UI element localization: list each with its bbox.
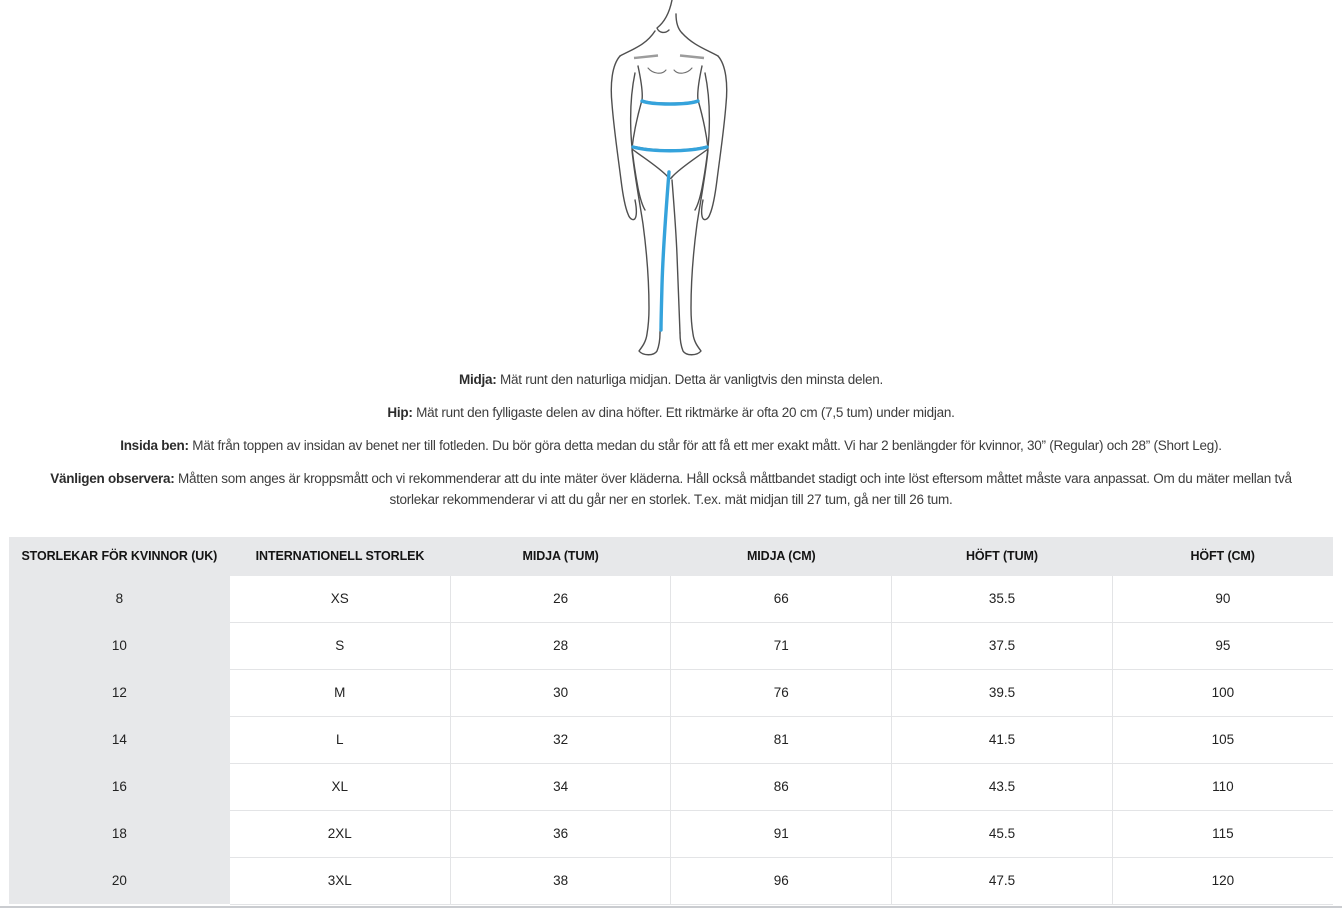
- size-value-cell: 86: [671, 763, 892, 810]
- measurement-instructions: [0, 370, 1342, 511]
- inside-leg-measure-line: [661, 172, 669, 330]
- instruction-vanligen-observera: [28, 469, 1314, 511]
- uk-size-cell: 20: [9, 857, 230, 904]
- size-table-header: [9, 537, 1333, 576]
- instruction-label: Midja:: [459, 372, 497, 387]
- size-value-cell: 41.5: [892, 716, 1113, 763]
- size-value-cell: XL: [230, 763, 451, 810]
- instruction-midja: [28, 370, 1314, 391]
- column-header-1: INTERNATIONELL STORLEK: [230, 537, 451, 576]
- size-value-cell: 81: [671, 716, 892, 763]
- size-value-cell: 43.5: [892, 763, 1113, 810]
- size-value-cell: 91: [671, 810, 892, 857]
- size-table: [9, 537, 1333, 905]
- bottom-divider: [0, 906, 1342, 908]
- table-row: [9, 763, 1333, 810]
- size-value-cell: 28: [450, 622, 671, 669]
- column-header-0: STORLEKAR FÖR KVINNOR (UK): [9, 537, 230, 576]
- column-header-2: MIDJA (TUM): [450, 537, 671, 576]
- table-row: [9, 669, 1333, 716]
- size-value-cell: 39.5: [892, 669, 1113, 716]
- table-row: [9, 576, 1333, 623]
- uk-size-cell: 16: [9, 763, 230, 810]
- size-value-cell: 45.5: [892, 810, 1113, 857]
- uk-size-cell: 8: [9, 576, 230, 623]
- instruction-label: Vänligen observera:: [50, 470, 175, 486]
- size-value-cell: 47.5: [892, 857, 1113, 904]
- instruction-text: Mät runt den naturliga midjan. Detta är vanligtvis den minsta delen.: [496, 372, 883, 387]
- size-value-cell: 95: [1112, 622, 1333, 669]
- hip-measure-line: [633, 147, 707, 151]
- size-value-cell: 37.5: [892, 622, 1113, 669]
- size-value-cell: 32: [450, 716, 671, 763]
- size-value-cell: S: [230, 622, 451, 669]
- size-value-cell: 71: [671, 622, 892, 669]
- table-row: [9, 857, 1333, 904]
- size-value-cell: 76: [671, 669, 892, 716]
- body-measurement-diagram: [0, 0, 1342, 358]
- uk-size-cell: 12: [9, 669, 230, 716]
- table-row: [9, 716, 1333, 763]
- female-body-figure-icon: [606, 0, 736, 358]
- instruction-text: Mät runt den fylligaste delen av dina höfter. Ett riktmärke är ofta 20 cm (7,5 tum) under midjan.: [412, 404, 955, 420]
- size-value-cell: 100: [1112, 669, 1333, 716]
- uk-size-cell: 18: [9, 810, 230, 857]
- table-row: [9, 810, 1333, 857]
- size-value-cell: 2XL: [230, 810, 451, 857]
- size-value-cell: 90: [1112, 576, 1333, 623]
- uk-size-cell: 10: [9, 622, 230, 669]
- size-value-cell: 110: [1112, 763, 1333, 810]
- size-value-cell: 105: [1112, 716, 1333, 763]
- size-value-cell: M: [230, 669, 451, 716]
- instruction-label: Hip:: [387, 404, 413, 420]
- size-value-cell: 30: [450, 669, 671, 716]
- size-value-cell: 26: [450, 576, 671, 623]
- table-row: [9, 622, 1333, 669]
- size-value-cell: 120: [1112, 857, 1333, 904]
- size-table-body: [9, 576, 1333, 905]
- size-value-cell: 115: [1112, 810, 1333, 857]
- column-header-3: MIDJA (CM): [671, 537, 892, 576]
- instruction-hip: [28, 403, 1314, 424]
- waist-measure-line: [642, 101, 698, 104]
- column-header-4: HÖFT (TUM): [892, 537, 1113, 576]
- instruction-text: Måtten som anges är kroppsmått och vi rekommenderar att du inte mäter över kläderna. Håll också måttbandet stadigt och inte löst eftersom måttet måste vara anpassat. Om du mäter mellan två storlekar rekommenderar vi att du går ner en storlek. T.ex. mät midjan till 27 tum, gå ner till 26 tum.: [174, 470, 1292, 507]
- size-value-cell: 3XL: [230, 857, 451, 904]
- header-row: [9, 537, 1333, 576]
- uk-size-cell: 14: [9, 716, 230, 763]
- column-header-5: HÖFT (CM): [1112, 537, 1333, 576]
- size-value-cell: L: [230, 716, 451, 763]
- size-value-cell: 34: [450, 763, 671, 810]
- instruction-insida-ben: [28, 436, 1314, 457]
- size-value-cell: XS: [230, 576, 451, 623]
- size-value-cell: 66: [671, 576, 892, 623]
- instruction-label: Insida ben:: [120, 437, 189, 453]
- size-value-cell: 35.5: [892, 576, 1113, 623]
- instruction-text: Mät från toppen av insidan av benet ner till fotleden. Du bör göra detta medan du står för att få ett mer exakt mått. Vi har 2 benlängder för kvinnor, 30” (Regular) och 28” (Short Leg).: [188, 437, 1222, 453]
- size-value-cell: 36: [450, 810, 671, 857]
- size-value-cell: 96: [671, 857, 892, 904]
- size-value-cell: 38: [450, 857, 671, 904]
